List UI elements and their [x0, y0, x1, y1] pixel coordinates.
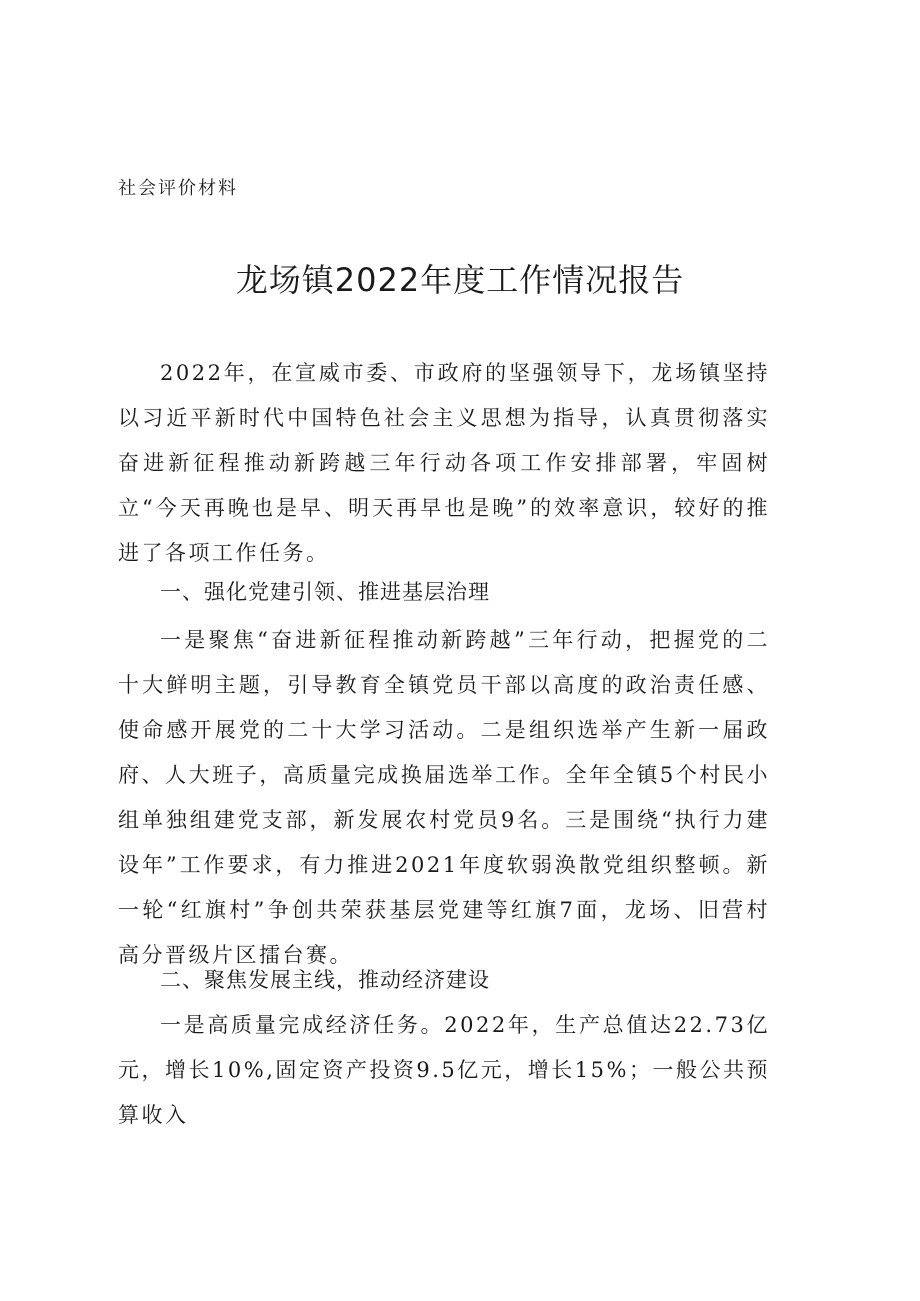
- section-paragraph-1: 一是聚焦“奋进新征程推动新跨越”三年行动，把握党的二十大鲜明主题，引导教育全镇党员干部以高度的政治责任感、使命感开展党的二十大学习活动。二是组织选举产生新一届政府、人大班子，高质量完成换届选举工作。全年全镇5个村民小组单独组建党支部，新发展农村党员9名。三是围绕“执行力建设年”工作要求，有力推进2021年度软弱涣散党组织整顿。新一轮“红旗村”争创共荣获基层党建等红旗7面，龙场、旧营村高分晋级片区擂台赛。: [118, 628, 770, 967]
- intro-paragraph: 2022年，在宣威市委、市政府的坚强领导下，龙场镇坚持以习近平新时代中国特色社会主义思想为指导，认真贯彻落实奋进新征程推动新跨越三年行动各项工作安排部署，牢固树立“今天再晚也是早、明天再早也是晚”的效率意识，较好的推进了各项工作任务。: [118, 361, 770, 565]
- document-label: 社会评价材料: [118, 178, 238, 199]
- section-paragraph-2: 一是高质量完成经济任务。2022年，生产总值达22.73亿元，增长10%,固定资产投资9.5亿元，增长15%；一般公共预算收入: [118, 1013, 770, 1127]
- section-heading-1: 一、强化党建引领、推进基层治理: [160, 580, 490, 604]
- section-heading-2: 二、聚焦发展主线，推动经济建设: [160, 968, 490, 992]
- document-title: 龙场镇2022年度工作情况报告: [235, 261, 685, 299]
